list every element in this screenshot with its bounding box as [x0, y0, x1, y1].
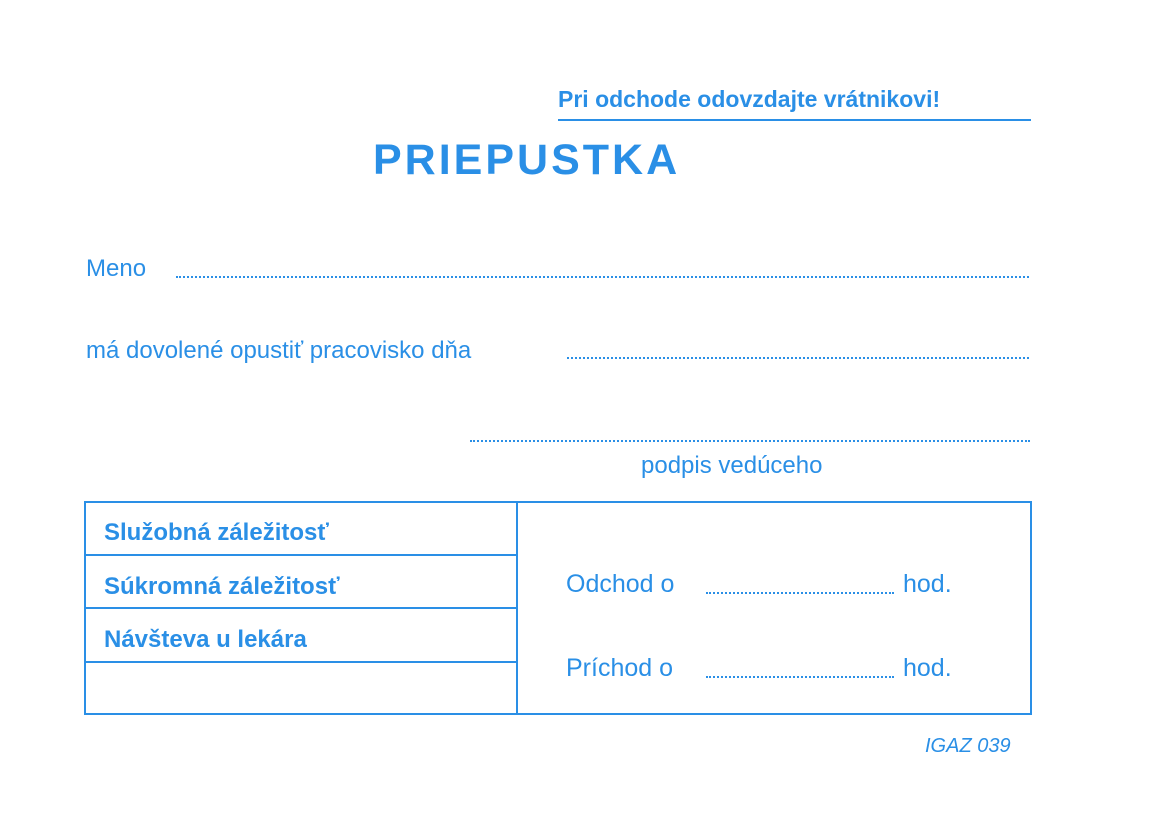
- reason-doctor[interactable]: Návšteva u lekára: [104, 626, 307, 653]
- arrival-unit: hod.: [903, 654, 952, 682]
- reason-divider: [84, 607, 518, 609]
- signature-field[interactable]: [470, 440, 1030, 442]
- departure-label: Odchod o: [566, 570, 675, 598]
- name-label: Meno: [86, 255, 147, 282]
- reason-official[interactable]: Služobná záležitosť: [104, 519, 329, 546]
- form-code: IGAZ 039: [925, 735, 1011, 757]
- reason-private[interactable]: Súkromná záležitosť: [104, 573, 340, 600]
- notice-underline: [558, 119, 1031, 121]
- departure-time-field[interactable]: [706, 592, 894, 594]
- arrival-time-field[interactable]: [706, 676, 894, 678]
- return-notice: Pri odchode odovzdajte vrátnikovi!: [558, 86, 941, 112]
- leave-date-field[interactable]: [567, 357, 1029, 359]
- signature-label: podpis vedúceho: [641, 452, 823, 479]
- reason-divider: [84, 554, 518, 556]
- reason-divider: [84, 661, 518, 663]
- arrival-label: Príchod o: [566, 654, 674, 682]
- departure-unit: hod.: [903, 570, 952, 598]
- form-title: PRIEPUSTKA: [373, 136, 681, 184]
- leave-date-label: má dovolené opustiť pracovisko dňa: [86, 337, 472, 364]
- name-field[interactable]: [176, 276, 1029, 278]
